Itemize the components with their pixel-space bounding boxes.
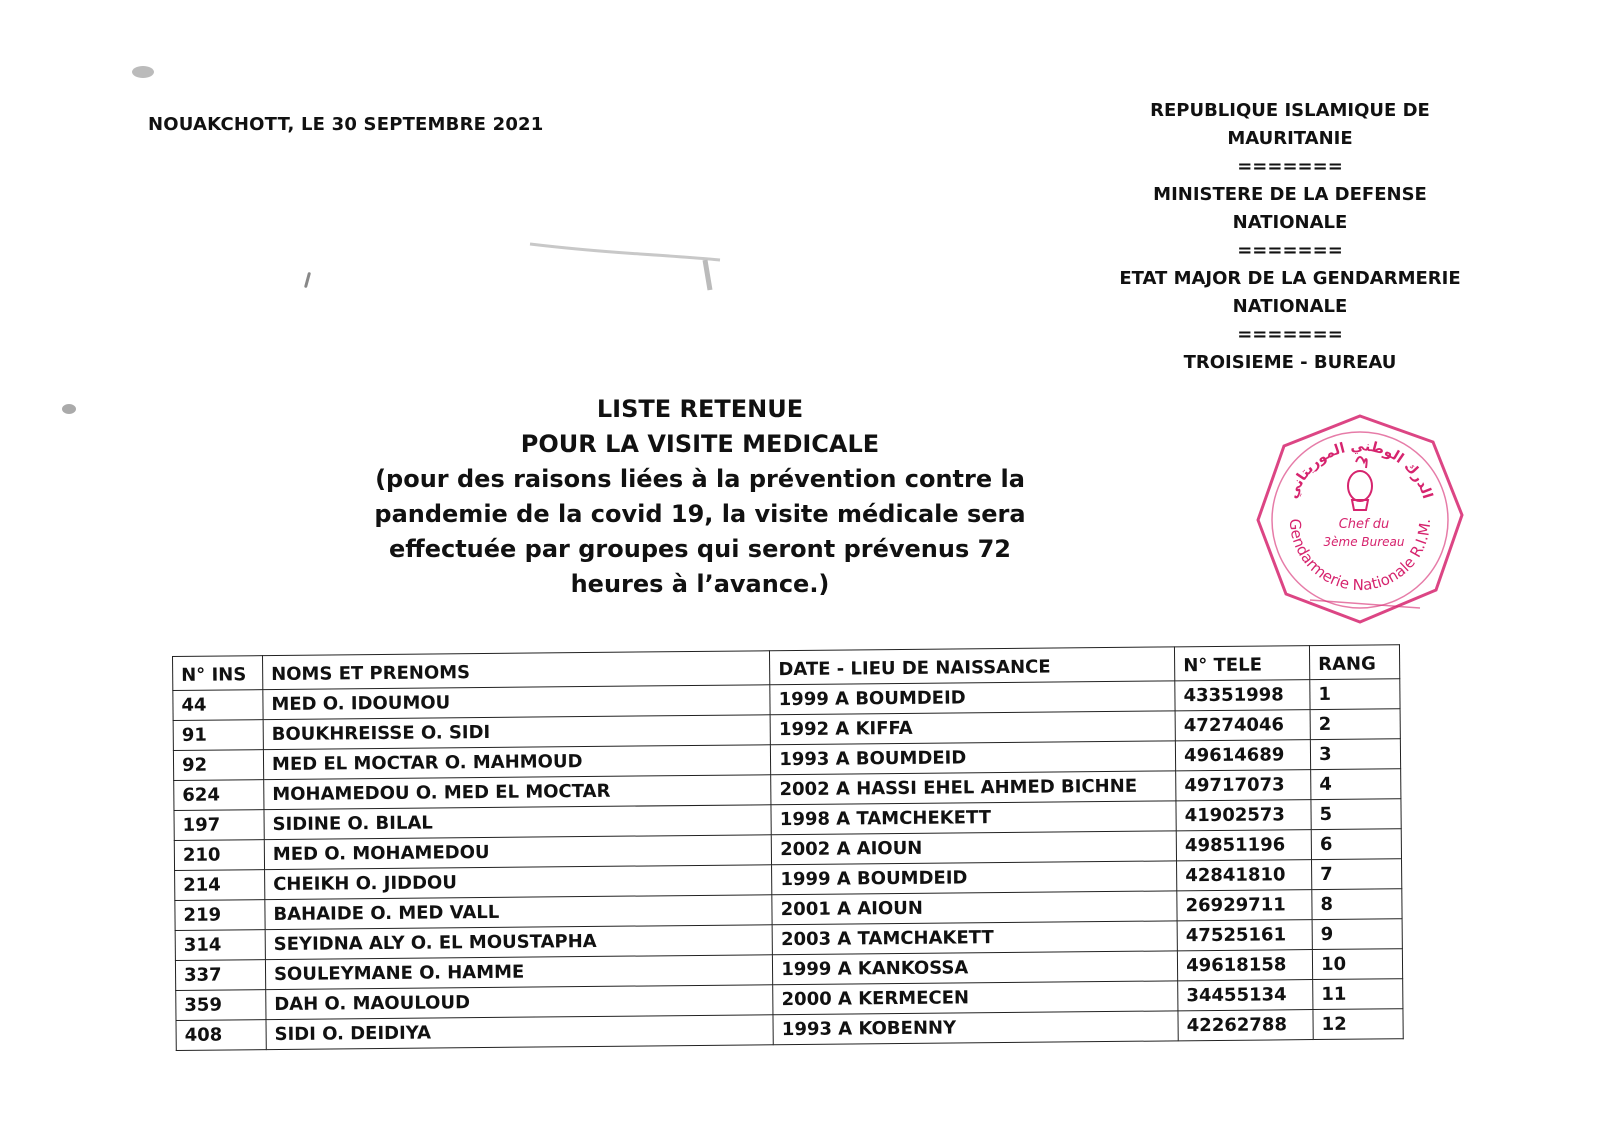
cell-ins: 214 bbox=[175, 870, 265, 901]
grenade-emblem-icon bbox=[1348, 457, 1372, 510]
cell-birth: 2002 A AIOUN bbox=[772, 831, 1177, 865]
cell-rank: 11 bbox=[1313, 979, 1403, 1010]
cell-birth: 2001 A AIOUN bbox=[772, 891, 1177, 925]
cell-name: DAH O. MAOULOUD bbox=[266, 985, 774, 1020]
cell-rank: 8 bbox=[1312, 889, 1402, 920]
cell-rank: 10 bbox=[1312, 949, 1402, 980]
letterhead-line: ETAT MAJOR DE LA GENDARMERIE bbox=[1119, 268, 1461, 289]
title-line: LISTE RETENUE bbox=[596, 395, 804, 423]
scan-mark bbox=[520, 232, 740, 292]
letterhead-line: MAURITANIE bbox=[1227, 128, 1353, 149]
letterhead-line: NATIONALE bbox=[1232, 296, 1348, 317]
letterhead-separator: ======= bbox=[1237, 324, 1343, 345]
cell-rank: 4 bbox=[1311, 769, 1401, 800]
cell-ins: 197 bbox=[174, 810, 264, 841]
cell-name: BOUKHREISSE O. SIDI bbox=[263, 715, 771, 750]
header-cell-rank: RANG bbox=[1309, 645, 1399, 680]
candidate-table-wrapper bbox=[172, 644, 1404, 1051]
cell-birth: 1992 A KIFFA bbox=[770, 711, 1175, 745]
cell-rank: 3 bbox=[1310, 739, 1400, 770]
cell-name: SIDINE O. BILAL bbox=[264, 805, 772, 840]
cell-ins: 44 bbox=[173, 690, 263, 721]
cell-birth: 1999 A BOUMDEID bbox=[772, 861, 1177, 895]
cell-phone: 49614689 bbox=[1175, 740, 1310, 771]
cell-ins: 219 bbox=[175, 900, 265, 931]
cell-name: SIDI O. DEIDIYA bbox=[266, 1015, 774, 1050]
title-note-line: heures à l’avance.) bbox=[570, 570, 830, 598]
stamp-center-line2: 3ème Bureau bbox=[1323, 535, 1405, 549]
cell-ins: 91 bbox=[173, 720, 263, 751]
cell-rank: 1 bbox=[1310, 679, 1400, 710]
cell-phone: 42841810 bbox=[1177, 860, 1312, 891]
header-cell-phone: N° TELE bbox=[1175, 646, 1310, 681]
cell-name: CHEIKH O. JIDDOU bbox=[265, 865, 773, 900]
cell-ins: 359 bbox=[176, 990, 266, 1021]
candidate-table bbox=[172, 644, 1404, 1051]
cell-phone: 49717073 bbox=[1176, 770, 1311, 801]
cell-birth: 2003 A TAMCHAKETT bbox=[772, 921, 1177, 955]
letterhead-separator: ======= bbox=[1237, 156, 1343, 177]
cell-name: SEYIDNA ALY O. EL MOUSTAPHA bbox=[265, 925, 773, 960]
cell-rank: 5 bbox=[1311, 799, 1401, 830]
stamp-center-line1: Chef du bbox=[1338, 517, 1390, 532]
dateline: NOUAKCHOTT, LE 30 SEPTEMBRE 2021 bbox=[148, 114, 544, 135]
header-cell-name: NOMS ET PRENOMS bbox=[262, 651, 770, 690]
cell-ins: 408 bbox=[176, 1020, 266, 1051]
table-body bbox=[173, 679, 1403, 1051]
cell-rank: 12 bbox=[1313, 1009, 1403, 1040]
cell-ins: 624 bbox=[174, 780, 264, 811]
letterhead-separator: ======= bbox=[1237, 240, 1343, 261]
letterhead bbox=[1100, 97, 1480, 377]
cell-rank: 2 bbox=[1310, 709, 1400, 740]
cell-ins: 314 bbox=[175, 930, 265, 961]
cell-birth: 1998 A TAMCHEKETT bbox=[771, 801, 1176, 835]
cell-rank: 9 bbox=[1312, 919, 1402, 950]
cell-name: MED EL MOCTAR O. MAHMOUD bbox=[263, 745, 771, 780]
stamp-ring-text: Gendarmerie Nationale R.I.M. bbox=[1285, 518, 1435, 595]
stamp-arabic-text: الدرك الوطني الموريتاني bbox=[1284, 438, 1436, 501]
scan-speck bbox=[132, 66, 154, 78]
cell-phone: 34455134 bbox=[1178, 980, 1313, 1011]
cell-birth: 1993 A KOBENNY bbox=[773, 1011, 1178, 1045]
letterhead-line: TROISIEME - BUREAU bbox=[1183, 352, 1397, 373]
scan-speck bbox=[304, 272, 311, 288]
cell-birth: 2002 A HASSI EHEL AHMED BICHNE bbox=[771, 771, 1176, 805]
cell-name: MOHAMEDOU O. MED EL MOCTAR bbox=[264, 775, 772, 810]
header-cell-birth: DATE - LIEU DE NAISSANCE bbox=[770, 647, 1175, 685]
scan-speck bbox=[62, 404, 76, 414]
cell-phone: 41902573 bbox=[1176, 800, 1311, 831]
header-cell-ins: N° INS bbox=[173, 656, 263, 691]
cell-phone: 26929711 bbox=[1177, 890, 1312, 921]
cell-ins: 337 bbox=[175, 960, 265, 991]
cell-ins: 92 bbox=[173, 750, 263, 781]
title-note-line: effectuée par groupes qui seront prévenus 72 bbox=[388, 535, 1012, 563]
cell-rank: 6 bbox=[1311, 829, 1401, 860]
cell-phone: 47274046 bbox=[1175, 710, 1310, 741]
official-stamp bbox=[1250, 410, 1470, 630]
cell-birth: 2000 A KERMECEN bbox=[773, 981, 1178, 1015]
letterhead-line: REPUBLIQUE ISLAMIQUE DE bbox=[1150, 100, 1430, 121]
cell-rank: 7 bbox=[1312, 859, 1402, 890]
cell-birth: 1999 A KANKOSSA bbox=[773, 951, 1178, 985]
cell-birth: 1999 A BOUMDEID bbox=[770, 681, 1175, 715]
cell-phone: 43351998 bbox=[1175, 680, 1310, 711]
cell-name: SOULEYMANE O. HAMME bbox=[265, 955, 773, 990]
cell-phone: 49618158 bbox=[1178, 950, 1313, 981]
cell-name: BAHAIDE O. MED VALL bbox=[265, 895, 773, 930]
letterhead-line: MINISTERE DE LA DEFENSE bbox=[1153, 184, 1427, 205]
cell-phone: 47525161 bbox=[1177, 920, 1312, 951]
title-note-line: (pour des raisons liées à la prévention contre la bbox=[375, 465, 1025, 493]
cell-name: MED O. MOHAMEDOU bbox=[264, 835, 772, 870]
letterhead-line: NATIONALE bbox=[1232, 212, 1348, 233]
cell-name: MED O. IDOUMOU bbox=[263, 685, 771, 720]
cell-phone: 49851196 bbox=[1176, 830, 1311, 861]
cell-phone: 42262788 bbox=[1178, 1010, 1313, 1041]
document-title bbox=[360, 392, 1040, 602]
cell-ins: 210 bbox=[174, 840, 264, 871]
cell-birth: 1993 A BOUMDEID bbox=[771, 741, 1176, 775]
title-line: POUR LA VISITE MEDICALE bbox=[520, 430, 880, 458]
title-note-line: pandemie de la covid 19, la visite médicale sera bbox=[374, 500, 1026, 528]
